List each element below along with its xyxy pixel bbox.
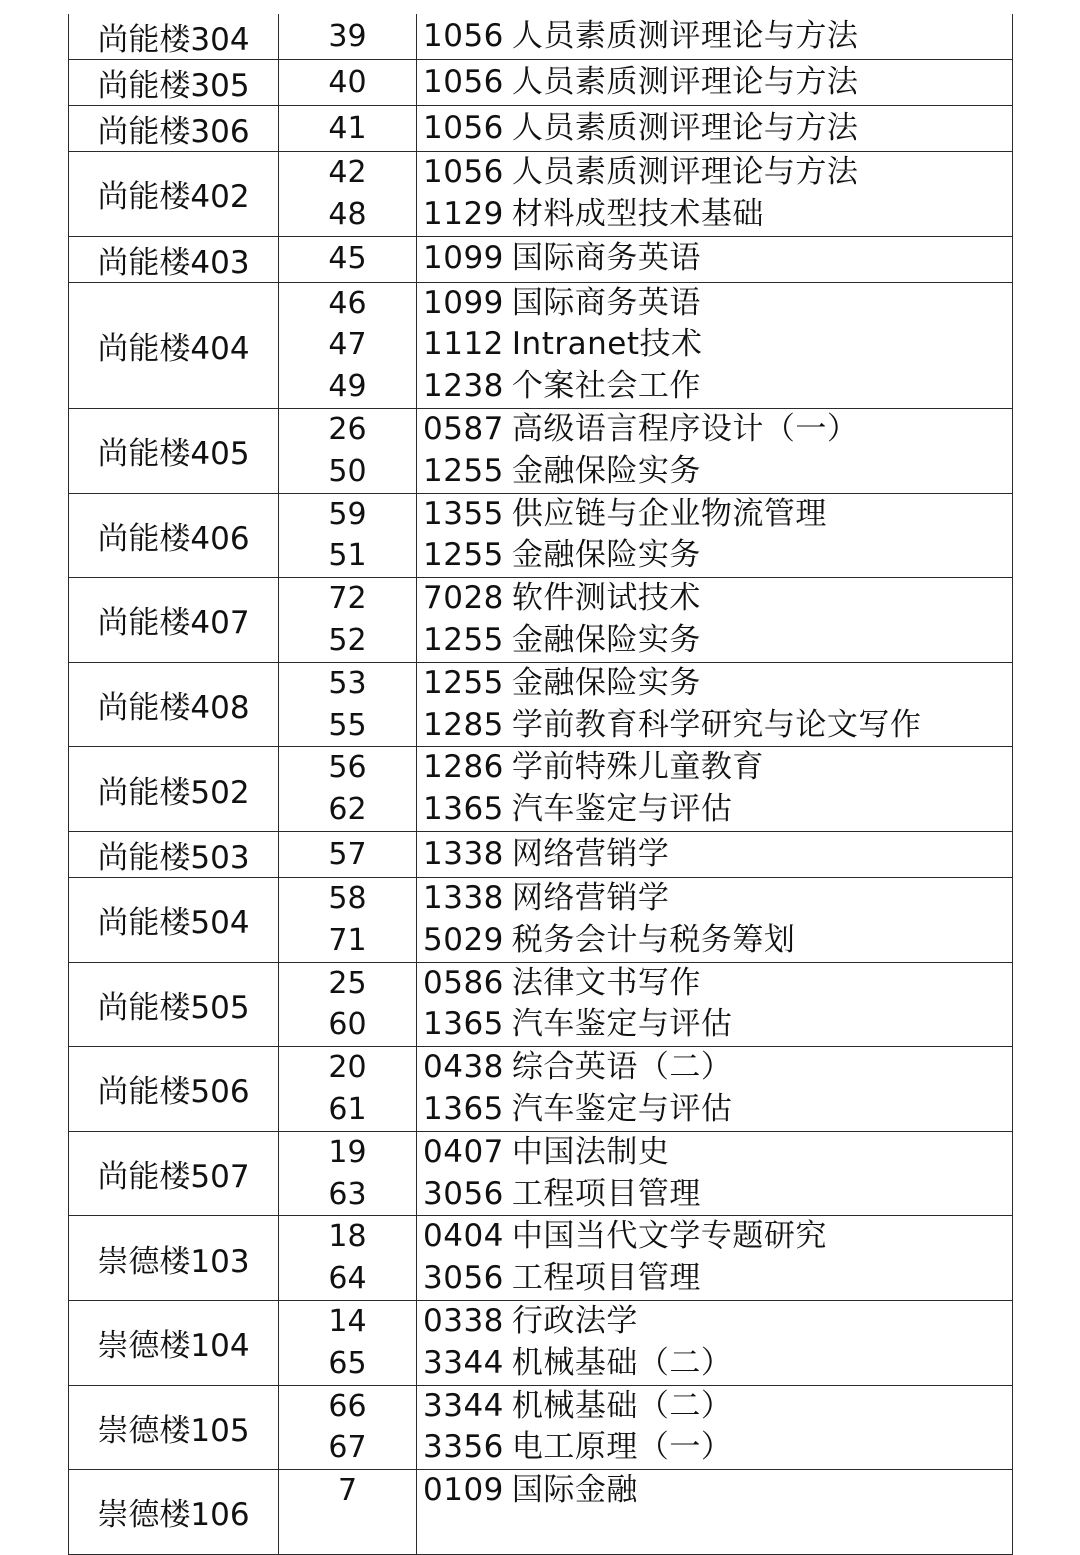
- course-line: [417, 1427, 1012, 1469]
- course-line: [417, 620, 1012, 662]
- course-line: [417, 238, 1012, 280]
- course-name: 个案社会工作: [511, 368, 701, 405]
- table-row: [69, 877, 1013, 962]
- seat-number: 45: [328, 241, 367, 277]
- course-name: 供应链与企业物流管理: [511, 495, 827, 532]
- course-cell: [417, 14, 1013, 60]
- seat-number: 50: [328, 453, 367, 489]
- course-cell: [417, 1131, 1013, 1216]
- course-cell: [417, 962, 1013, 1047]
- course-cell: [417, 60, 1013, 106]
- course-name: 工程项目管理: [511, 1260, 701, 1297]
- room-cell: 尚能楼402: [69, 152, 279, 237]
- seat-number-cell: [279, 747, 417, 832]
- seat-number-cell: [279, 1131, 417, 1216]
- course-code: 3344: [423, 1387, 504, 1424]
- course-cell: [417, 831, 1013, 877]
- course-line: [417, 1047, 1012, 1089]
- seat-number: 19: [328, 1134, 367, 1170]
- course-cell: [417, 1385, 1013, 1470]
- seat-number: 39: [328, 18, 367, 54]
- course-code: 1285: [423, 706, 504, 743]
- course-code: 1338: [423, 879, 504, 916]
- course-cell: [417, 747, 1013, 832]
- seat-number: 61: [328, 1091, 367, 1127]
- seat-number-cell: [279, 236, 417, 282]
- seat-number: 57: [328, 836, 367, 872]
- seat-number: 46: [328, 285, 367, 321]
- course-name: 高级语言程序设计（一）: [511, 410, 859, 447]
- schedule-table: [68, 14, 1013, 1555]
- table-row: [69, 1216, 1013, 1301]
- seat-number: 49: [328, 369, 367, 405]
- course-code: 1338: [423, 835, 504, 872]
- course-code: 1365: [423, 1006, 504, 1043]
- course-line: [417, 1512, 1012, 1554]
- course-line: [417, 108, 1012, 150]
- course-code: 0407: [423, 1133, 504, 1170]
- course-line: [417, 194, 1012, 236]
- seat-number-cell: [279, 493, 417, 578]
- table-row: [69, 152, 1013, 237]
- room-cell: 崇德楼104: [69, 1300, 279, 1385]
- room-cell: 尚能楼306: [69, 106, 279, 152]
- seat-number: 51: [328, 538, 367, 574]
- course-name: 软件测试技术: [511, 580, 701, 617]
- seat-number: 14: [328, 1303, 367, 1339]
- seat-number-cell: [279, 152, 417, 237]
- seat-number: 52: [328, 622, 367, 658]
- table-row: [69, 1131, 1013, 1216]
- course-line: [417, 409, 1012, 451]
- course-cell: [417, 106, 1013, 152]
- seat-number: 41: [328, 110, 367, 146]
- course-line: [417, 283, 1012, 325]
- room-cell: 尚能楼505: [69, 962, 279, 1047]
- course-code: 1286: [423, 749, 504, 786]
- course-name: 人员素质测评理论与方法: [511, 154, 859, 190]
- table-row: [69, 236, 1013, 282]
- course-name: 金融保险实务: [511, 452, 701, 489]
- course-cell: [417, 152, 1013, 237]
- seat-number-cell: [279, 1300, 417, 1385]
- course-line: [417, 1089, 1012, 1131]
- course-line: [417, 663, 1012, 705]
- table-row: [69, 831, 1013, 877]
- course-name: 机械基础（二）: [511, 1387, 733, 1424]
- course-name: 人员素质测评理论与方法: [511, 63, 859, 100]
- seat-number: 64: [328, 1261, 367, 1297]
- course-name: 金融保险实务: [511, 537, 701, 574]
- course-line: [417, 1174, 1012, 1216]
- room-cell: 尚能楼406: [69, 493, 279, 578]
- course-line: [417, 366, 1012, 408]
- course-line: [417, 1343, 1012, 1385]
- course-name: 汽车鉴定与评估: [511, 1006, 733, 1043]
- course-line: [417, 747, 1012, 789]
- course-code: 1056: [423, 63, 504, 100]
- table-row: [69, 747, 1013, 832]
- course-name: 工程项目管理: [511, 1175, 701, 1212]
- course-line: [417, 789, 1012, 831]
- seat-number: 20: [328, 1050, 367, 1086]
- seat-number-cell: [279, 14, 417, 60]
- course-line: [417, 834, 1012, 876]
- course-code: 1238: [423, 368, 504, 405]
- course-code: 0587: [423, 410, 504, 447]
- course-name: 汽车鉴定与评估: [511, 791, 733, 828]
- course-name: 中国法制史: [511, 1133, 670, 1170]
- course-code: 0586: [423, 964, 504, 1001]
- exam-room-schedule: [68, 14, 1012, 1534]
- course-name: 人员素质测评理论与方法: [511, 109, 859, 146]
- course-code: 1099: [423, 284, 504, 321]
- seat-number: 56: [328, 750, 367, 786]
- table-row: [69, 962, 1013, 1047]
- course-line: [417, 494, 1012, 536]
- course-code: 3344: [423, 1344, 504, 1381]
- course-line: [417, 1386, 1012, 1428]
- course-name: 材料成型技术基础: [511, 195, 764, 232]
- course-code: 0338: [423, 1302, 504, 1339]
- room-cell: 尚能楼305: [69, 60, 279, 106]
- room-cell: 崇德楼103: [69, 1216, 279, 1301]
- course-code: 1365: [423, 791, 504, 828]
- seat-number: 42: [328, 155, 367, 190]
- course-line: [417, 705, 1012, 747]
- seat-number: 60: [328, 1007, 367, 1043]
- table-row: [69, 1047, 1013, 1132]
- room-cell: 尚能楼507: [69, 1131, 279, 1216]
- table-row: [69, 1300, 1013, 1385]
- seat-number: 48: [328, 196, 367, 232]
- course-code: 1355: [423, 495, 504, 532]
- table-row: [69, 662, 1013, 747]
- course-cell: [417, 236, 1013, 282]
- course-line: [417, 878, 1012, 920]
- course-code: 1056: [423, 109, 504, 146]
- course-name: 网络营销学: [511, 835, 670, 872]
- table-row: [69, 106, 1013, 152]
- course-line: [417, 920, 1012, 962]
- seat-number: 7: [337, 1473, 358, 1509]
- course-line: [417, 324, 1012, 366]
- table-row: [69, 408, 1013, 493]
- course-cell: [417, 662, 1013, 747]
- seat-number-cell: [279, 1385, 417, 1470]
- course-code: 1255: [423, 537, 504, 574]
- seat-number-cell: [279, 662, 417, 747]
- room-cell: 尚能楼504: [69, 877, 279, 962]
- room-cell: 尚能楼405: [69, 408, 279, 493]
- course-name: 汽车鉴定与评估: [511, 1090, 733, 1127]
- room-cell: 尚能楼502: [69, 747, 279, 832]
- seat-number: 26: [328, 411, 367, 447]
- course-code: 1129: [423, 195, 504, 232]
- seat-number-cell: [279, 282, 417, 408]
- course-line: [417, 451, 1012, 493]
- table-row: [69, 282, 1013, 408]
- course-name: 电工原理（一）: [511, 1429, 733, 1466]
- seat-number: [279, 1512, 416, 1554]
- course-name: 行政法学: [511, 1302, 638, 1339]
- seat-number: 65: [328, 1345, 367, 1381]
- course-name: 中国当代文学专题研究: [511, 1218, 827, 1255]
- course-name: 国际商务英语: [511, 284, 701, 321]
- course-name: 国际金融: [511, 1472, 638, 1509]
- course-code: 0438: [423, 1049, 504, 1086]
- course-name: 人员素质测评理论与方法: [511, 17, 859, 54]
- seat-number: 55: [328, 707, 367, 743]
- course-line: [417, 62, 1012, 104]
- room-cell: 尚能楼404: [69, 282, 279, 408]
- course-cell: [417, 1216, 1013, 1301]
- schedule-body: [69, 14, 1013, 1554]
- course-name: 学前特殊儿童教育: [511, 749, 764, 786]
- course-cell: [417, 493, 1013, 578]
- course-code: 3056: [423, 1260, 504, 1297]
- seat-number: 62: [328, 792, 367, 828]
- table-row: [69, 493, 1013, 578]
- course-cell: [417, 408, 1013, 493]
- seat-number-cell: [279, 1216, 417, 1301]
- seat-number: 71: [328, 922, 367, 958]
- course-name: 国际商务英语: [511, 240, 701, 277]
- course-code: 1056: [423, 154, 504, 190]
- course-code: 7028: [423, 580, 504, 617]
- course-line: [417, 1216, 1012, 1258]
- room-cell: 尚能楼408: [69, 662, 279, 747]
- seat-number: 53: [328, 665, 367, 701]
- course-cell: [417, 282, 1013, 408]
- seat-number-cell: [279, 578, 417, 663]
- course-code: 0404: [423, 1218, 504, 1255]
- course-cell: [417, 578, 1013, 663]
- seat-number-cell: [279, 1470, 417, 1555]
- course-code: 1365: [423, 1090, 504, 1127]
- table-row: [69, 14, 1013, 60]
- course-line: [417, 963, 1012, 1005]
- seat-number: 59: [328, 496, 367, 532]
- course-line: [417, 1004, 1012, 1046]
- course-code: 3356: [423, 1429, 504, 1466]
- seat-number: 67: [328, 1430, 367, 1466]
- room-cell: 尚能楼403: [69, 236, 279, 282]
- seat-number-cell: [279, 60, 417, 106]
- course-cell: [417, 1470, 1013, 1555]
- seat-number-cell: [279, 831, 417, 877]
- course-name: 金融保险实务: [511, 621, 701, 658]
- seat-number-cell: [279, 877, 417, 962]
- course-name: 网络营销学: [511, 879, 670, 916]
- room-cell: 尚能楼503: [69, 831, 279, 877]
- course-code: 3056: [423, 1175, 504, 1212]
- table-row: [69, 60, 1013, 106]
- room-cell: 崇德楼105: [69, 1385, 279, 1470]
- course-name: 法律文书写作: [511, 964, 701, 1001]
- seat-number: 40: [328, 64, 367, 100]
- room-cell: 尚能楼506: [69, 1047, 279, 1132]
- seat-number: 58: [328, 880, 367, 916]
- seat-number-cell: [279, 962, 417, 1047]
- course-line: [417, 16, 1012, 58]
- course-name: 综合英语（二）: [511, 1049, 733, 1086]
- course-line: [417, 1258, 1012, 1300]
- course-cell: [417, 1047, 1013, 1132]
- course-name: Intranet技术: [511, 326, 703, 363]
- course-name: 税务会计与税务筹划: [511, 921, 796, 958]
- course-code: 1255: [423, 452, 504, 489]
- course-line: [417, 578, 1012, 620]
- course-line: [417, 1132, 1012, 1174]
- course-code: 5029: [423, 921, 504, 958]
- seat-number: 18: [328, 1219, 367, 1255]
- course-code: 0109: [423, 1472, 504, 1509]
- course-code: 1099: [423, 240, 504, 277]
- course-cell: [417, 877, 1013, 962]
- table-row: [69, 1470, 1013, 1555]
- course-line: [417, 152, 1012, 194]
- course-code: 1056: [423, 17, 504, 54]
- seat-number: 63: [328, 1176, 367, 1212]
- course-code: 1255: [423, 664, 504, 701]
- course-name: 金融保险实务: [511, 664, 701, 701]
- course-cell: [417, 1300, 1013, 1385]
- room-cell: 尚能楼304: [69, 14, 279, 60]
- seat-number-cell: [279, 106, 417, 152]
- table-row: [69, 578, 1013, 663]
- table-row: [69, 1385, 1013, 1470]
- course-line: [417, 535, 1012, 577]
- course-name: 学前教育科学研究与论文写作: [511, 706, 922, 743]
- seat-number: 66: [328, 1388, 367, 1424]
- course-name: 机械基础（二）: [511, 1344, 733, 1381]
- seat-number-cell: [279, 1047, 417, 1132]
- seat-number: 47: [328, 327, 367, 363]
- course-line: [417, 1301, 1012, 1343]
- course-code: 1112: [423, 326, 504, 363]
- seat-number-cell: [279, 408, 417, 493]
- room-cell: 崇德楼106: [69, 1470, 279, 1555]
- seat-number: 25: [328, 965, 367, 1001]
- course-line: [417, 1470, 1012, 1512]
- room-cell: 尚能楼407: [69, 578, 279, 663]
- course-code: 1255: [423, 621, 504, 658]
- seat-number: 72: [328, 581, 367, 617]
